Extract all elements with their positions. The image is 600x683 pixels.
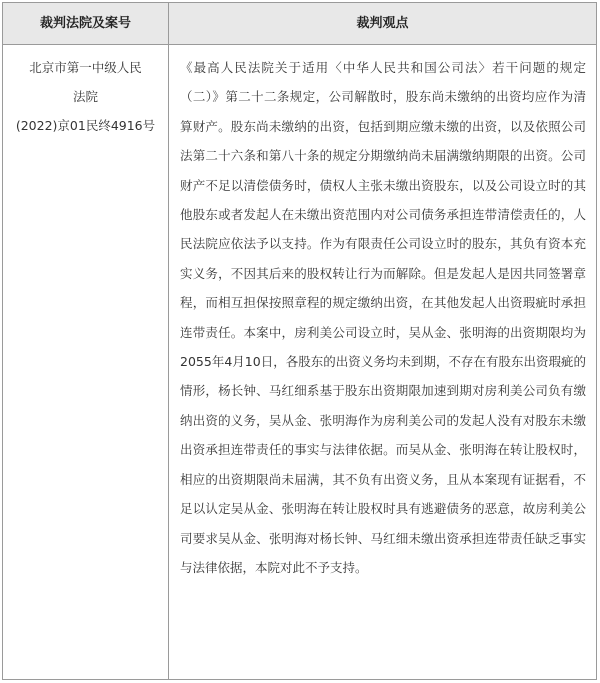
judgment-table: [2, 2, 597, 680]
column-divider: [168, 45, 169, 679]
opinion-cell: 《最高人民法院关于适用〈中华人民共和国公司法〉若干问题的规定（二）》第二十二条规定，公司解散时，股东尚未缴纳的出资均应作为清算财产。股东尚未缴纳的出资，包括到期应缴未缴的出资，以及依照公司法第二十六条和第八十条的规定分期缴纳尚未届满缴纳期限的出资。公司财产不足以清偿债务时，债权人主张未缴出资股东，以及公司设立时的其他股东或者发起人在未缴出资范围内对公司债务承担连带清偿责任的，人民法院应依法予以支持。作为有限责任公司设立时的股东，其负有资本充实义务，不因其后来的股权转让行为而解除。但是发起人是因共同签署章程，而相互担保按照章程的规定缴纳出资，在其他发起人出资瑕疵时承担连带责任。本案中，房利美公司设立时，吴从金、张明海的出资期限均为2055年4月10日，各股东的出资义务均未到期，不存在有股东出资瑕疵的情形，杨长钟、马红细系基于股东出资期限加速到期对房利美公司负有缴纳出资的义务，吴从金、张明海作为房利美公司的发起人没有对股东未缴出资承担连带责任的事实与法律依据。而吴从金、张明海在转让股权时，相应的出资期限尚未届满，其不负有出资义务，且从本案现有证据看，不足以认定吴从金、张明海在转让股权时具有逃避债务的恶意，故房利美公司要求吴从金、张明海对杨长钟、马红细未缴出资承担连带责任缺乏事实与法律依据，本院对此不予支持。: [180, 60, 586, 575]
table-row: [3, 45, 596, 679]
table-header-row: [3, 3, 596, 45]
case-number: (2022)京01民终4916号: [15, 118, 156, 133]
court-name: 北京市第一中级人民法院: [29, 60, 142, 104]
header-opinion: 裁判观点: [356, 16, 409, 31]
header-court-and-case: 裁判法院及案号: [3, 3, 169, 44]
court-cell: [3, 53, 168, 140]
